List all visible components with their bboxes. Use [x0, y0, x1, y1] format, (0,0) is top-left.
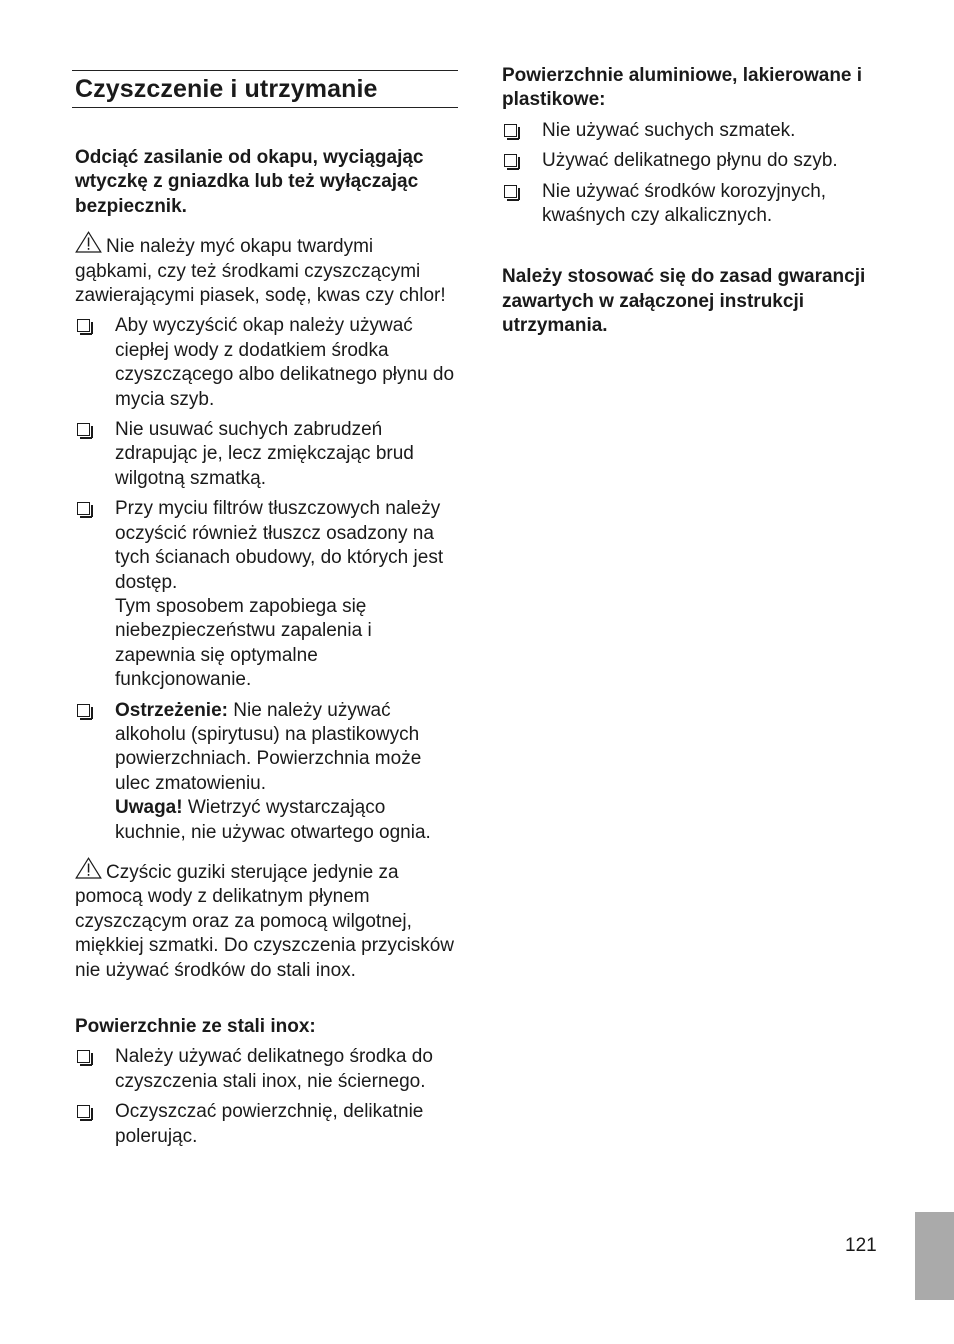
warning-paragraph-buttons [75, 857, 455, 983]
page-title: Czyszczenie i utrzymanie [75, 75, 378, 103]
warning-label: Ostrzeżenie: [115, 699, 228, 721]
list-item [75, 1045, 455, 1094]
warning-text: Czyścic guziki sterujące jedynie za pomocą wody z delikatnym płynem czyszczącym oraz za pomocą wilgotnej, miękkiej szmatki. Do czyszczenia przycisków nie używać środków do stali inox. [75, 861, 455, 981]
checkbox-icon [504, 185, 517, 198]
list-item-text: Należy używać delikatnego środka do czyszczenia stali inox, nie ściernego. [115, 1046, 433, 1092]
page-number: 121 [845, 1235, 877, 1256]
note-text: Wietrzyć wystarczająco kuchnie, nie używac otwartego ognia. [115, 797, 431, 843]
right-column [502, 64, 882, 339]
checkbox-icon [77, 423, 90, 436]
alu-heading: Powierzchnie aluminiowe, lakierowane i plastikowe: [502, 65, 863, 111]
list-item [502, 149, 882, 173]
list-item-text: Używać delikatnego płynu do szyb. [542, 150, 838, 172]
checkbox-icon [77, 1105, 90, 1118]
checkbox-icon [77, 704, 90, 717]
checkbox-icon [77, 319, 90, 332]
thumb-index-tab [915, 1212, 954, 1300]
list-item-warning [75, 699, 455, 845]
list-item-text: Przy myciu filtrów tłuszczowych należy oczyścić również tłuszcz osadzony na tych ścianach obudowy, do których jest dostęp. [115, 498, 444, 593]
list-item-text: Nie używać środków korozyjnych, kwaśnych czy alkalicznych. [542, 180, 827, 227]
list-item-text: Aby wyczyścić okap należy używać ciepłej wody z dodatkiem środka czyszczącego albo delikatnego płynu do mycia szyb. [115, 315, 455, 410]
guarantee-note: Należy stosować się do zasad gwarancji zawartych w załączonej instrukcji utrzymania. [502, 266, 866, 337]
checkbox-icon [504, 124, 517, 137]
steel-list [75, 1045, 455, 1149]
alu-list [502, 119, 882, 229]
warning-text: Nie należy myć okapu twardymi gąbkami, czy też środkami czyszczącymi zawierającymi piasek, sodę, kwas czy chlor! [75, 236, 446, 307]
list-item [75, 418, 455, 491]
list-item [502, 180, 882, 229]
section-title-bar [72, 70, 458, 108]
warning-paragraph-sponges [75, 231, 455, 308]
checkbox-icon [77, 1050, 90, 1063]
list-item [75, 314, 455, 412]
list-item-text: Nie usuwać suchych zabrudzeń zdrapując je, lecz zmiękczając brud wilgotną szmatką. [115, 419, 414, 489]
warning-triangle-icon [75, 857, 102, 879]
left-column [75, 70, 455, 1149]
list-item [75, 1100, 455, 1149]
list-item [75, 497, 455, 692]
note-label: Uwaga! [115, 797, 183, 819]
list-item-text: Oczyszczać powierzchnię, delikatnie polerując. [115, 1101, 424, 1147]
checkbox-icon [77, 502, 90, 515]
steel-heading: Powierzchnie ze stali inox: [75, 1016, 316, 1037]
cleaning-list [75, 314, 455, 845]
list-item [502, 119, 882, 143]
power-off-instruction: Odciąć zasilanie od okapu, wyciągając wtyczkę z gniazdka lub też wyłączając bezpiecznik. [75, 147, 424, 217]
list-item-text: Nie używać suchych szmatek. [542, 119, 796, 141]
checkbox-icon [504, 154, 517, 167]
list-item-extra: Tym sposobem zapobiega się niebezpieczeństwu zapalenia i zapewnia się optymalne funkcjonowanie. [115, 595, 372, 691]
list-item-text: Nie należy używać alkoholu (spirytusu) na plastikowych powierzchniach. Powierzchnia może ulec zmatowieniu. [115, 699, 422, 794]
warning-triangle-icon [75, 231, 102, 253]
